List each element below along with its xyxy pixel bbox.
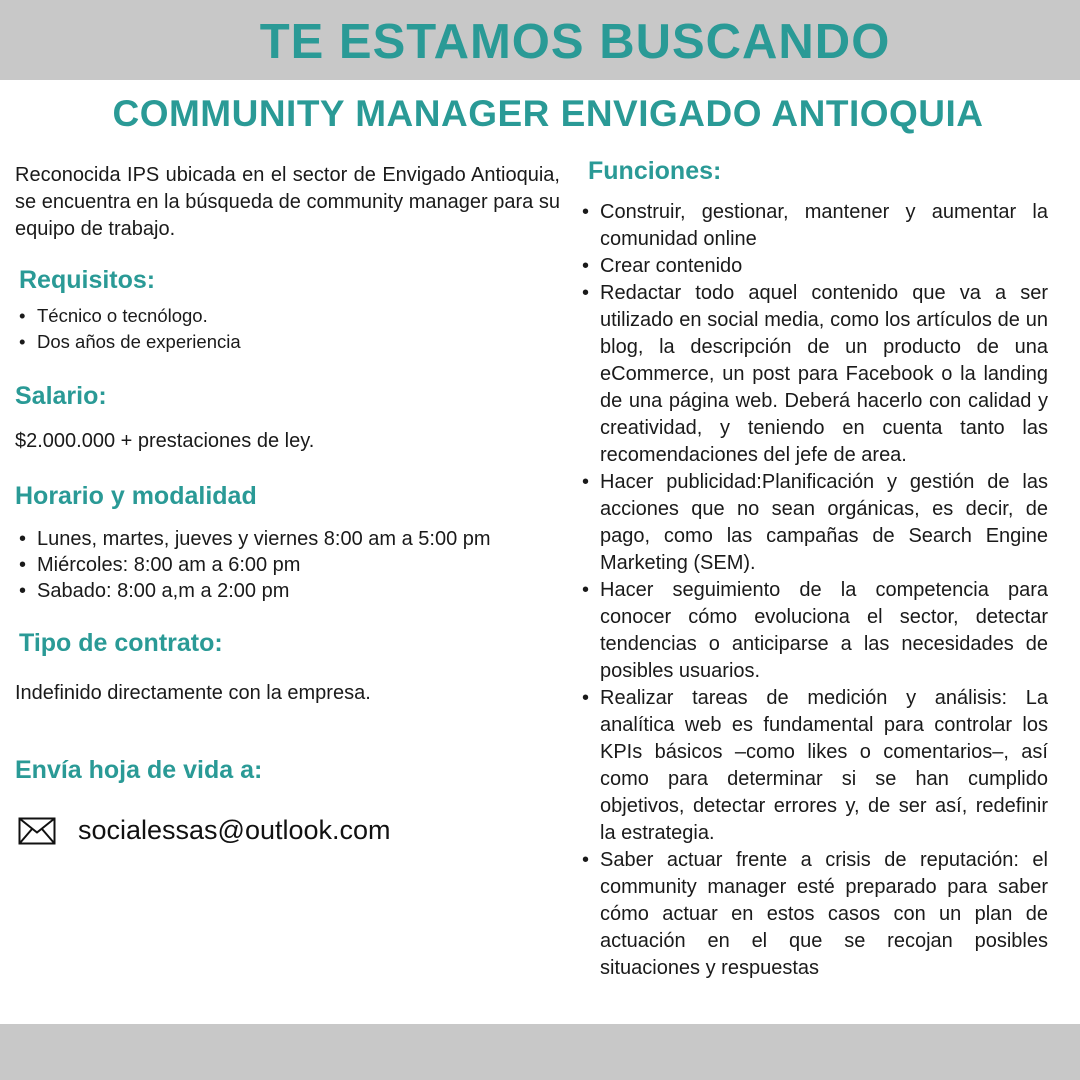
list-item: • Realizar tareas de medición y análisis: La analítica web es fundamental para controlar los KPIs básicos –como likes o comentarios–, así como para determinar si se han cumplido objetivos, detectar errores y, de ser así, redefinir la estrategia.	[578, 685, 1048, 847]
list-item: • Dos años de experiencia	[15, 329, 560, 355]
intro-text: Reconocida IPS ubicada en el sector de Envigado Antioquia, se encuentra en la búsqueda de community manager para su equipo de trabajo.	[15, 164, 560, 240]
horario-heading: Horario y modalidad	[15, 482, 257, 510]
contrato-heading: Tipo de contrato:	[19, 629, 223, 657]
horario-list	[15, 526, 560, 604]
list-item: • Hacer publicidad:Planificación y gestión de las acciones que no sean orgánicas, es decir, de pago, como las campañas de Search Engine Marketing (SEM).	[578, 469, 1048, 577]
list-item: • Sabado: 8:00 a,m a 2:00 pm	[15, 578, 560, 604]
left-column	[15, 162, 560, 846]
list-item: • Construir, gestionar, mantener y aumentar la comunidad online	[578, 199, 1048, 253]
list-item: • Saber actuar frente a crisis de reputación: el community manager esté preparado para saber cómo actuar en estos casos con un plan de actuación en el que se recojan posibles situaciones y respuestas	[578, 847, 1048, 982]
list-item: • Lunes, martes, jueves y viernes 8:00 am a 5:00 pm	[15, 526, 560, 552]
list-item: • Redactar todo aquel contenido que va a ser utilizado en social media, como los artículos de un blog, la descripción de un producto de una eCommerce, un post para Facebook o la landing de una página web. Deberá hacerlo con calidad y creatividad, y teniendo en cuenta tanto las recomendaciones del jefe de area.	[578, 280, 1048, 469]
list-item: • Técnico o tecnólogo.	[15, 303, 560, 329]
contrato-value: Indefinido directamente con la empresa.	[15, 682, 371, 704]
funciones-heading: Funciones:	[588, 157, 722, 185]
requisitos-list	[15, 303, 560, 355]
email-link[interactable]: socialessas@outlook.com	[78, 815, 391, 845]
job-title: COMMUNITY MANAGER ENVIGADO ANTIOQUIA	[112, 93, 984, 134]
page-title: TE ESTAMOS BUSCANDO	[259, 15, 891, 69]
email-row	[15, 815, 560, 846]
right-column	[578, 156, 1048, 982]
requisitos-heading: Requisitos:	[19, 266, 156, 294]
mail-icon	[18, 817, 56, 845]
list-item: • Miércoles: 8:00 am a 6:00 pm	[15, 552, 560, 578]
salario-heading: Salario:	[15, 382, 107, 410]
list-item: • Hacer seguimiento de la competencia para conocer cómo evoluciona el sector, detectar tendencias o anticiparse a las necesidades de posibles usuarios.	[578, 577, 1048, 685]
salario-value: $2.000.000 + prestaciones de ley.	[15, 430, 315, 452]
bottom-band	[0, 1024, 1080, 1080]
list-item: • Crear contenido	[578, 253, 1048, 280]
funciones-list	[578, 199, 1048, 982]
contacto-heading: Envía hoja de vida a:	[15, 756, 263, 784]
